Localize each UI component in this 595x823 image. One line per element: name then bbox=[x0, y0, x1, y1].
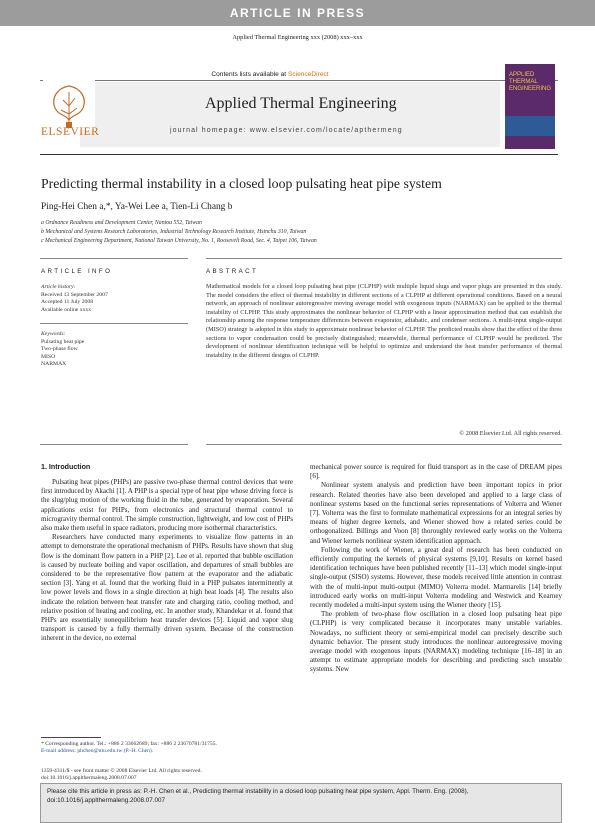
paragraph: Researchers have conducted many experiments to visualize flow patterns in an attempt to demonstrate the operational mechanism of PHPs. Results have shown that slug flow is the dominant flow pattern in a PHP [2]. Lee et al. reported that bubble oscillation is caused by nucleate boiling and vapor oscillation, and departures of small bubbles are considered to be the representative flow pattern at the evaporator and the adiabatic section [3]. Yang et al. found that the working fluid in a PHP pulsates intermittently at low power levels and flows in a single direction at high heat loads [4]. The results also indicate the relation between heat transfer rate and charging ratio, cooling method, and relative position of heating and cooling, etc. In another study, Khandekar et al. found that PHPs are essentially nonequilibrium heat transfer devices [5]. Liquid and vapor slug transport is caused by a fully thermally driven system. Because of the construction inherent in the device, no external bbox=[41, 533, 293, 643]
keyword-item: Pulsating heat pipe bbox=[41, 338, 85, 345]
abstract-end-rule bbox=[206, 444, 562, 445]
header-bottom-rule bbox=[40, 154, 558, 155]
keyword-item: MISO bbox=[41, 353, 56, 360]
journal-cover-image bbox=[505, 64, 555, 149]
affiliation-a: a Ordnance Readiness and Development Center, Nantou 552, Taiwan bbox=[41, 220, 202, 226]
journal-homepage[interactable]: journal homepage: www.elsevier.com/locate/apthermeng bbox=[170, 127, 403, 134]
info-end-rule bbox=[40, 444, 188, 445]
abstract-rule bbox=[206, 258, 562, 259]
section-heading-introduction: 1. Introduction bbox=[41, 463, 91, 471]
affiliation-b: b Mechanical and Systems Research Laboratories, Industrial Technology Research Institute, Hsinchu 310, Taiwan bbox=[41, 229, 307, 235]
elsevier-wordmark: ELSEVIER bbox=[41, 126, 100, 138]
doi-line[interactable]: doi:10.1016/j.applthermaleng.2008.07.007 bbox=[41, 775, 137, 781]
affiliation-c: c Mechanical Engineering Department, National Taiwan University, No. 1, Roosevelt Road, Sec. 4, Taipei 106, Taiwan bbox=[41, 238, 317, 244]
paragraph: mechanical power source is required for fluid transport as in the case of DREAM pipes [6]. bbox=[310, 463, 562, 481]
paragraph: The problem of two-phase flow oscillation in a closed loop pulsating heat pipe (CLPHP) is very complicated because it incorporates many unstable variables. Nowadays, no sufficient theory or semi-empirical model can precisely describe such dynamic behavior. The present study introduces the nonlinear autoregressive moving average model with exogenous inputs (NARMAX) modeling technique [16–18] in an attempt to estimate appropriate models for describing and predicting such unstable systems. New bbox=[310, 610, 562, 674]
elsevier-tree-logo bbox=[43, 80, 95, 130]
history-online: Available online xxxx bbox=[41, 306, 92, 313]
author-list: Ping-Hei Chen a,*, Ya-Wei Lee a, Tien-Li Chang b bbox=[41, 202, 233, 212]
left-column bbox=[41, 478, 293, 644]
keywords-rule bbox=[40, 323, 188, 324]
issn-line: 1359-4311/$ - see front matter © 2008 Elsevier Ltd. All rights reserved. bbox=[41, 768, 202, 774]
paragraph: Nonlinear system analysis and prediction have been important topics in prior research. Related theories have also been developed and applied to a large class of nonlinear systems based on the functional series representations of Volterra and Wiener [7]. Volterra was the first to formulate mathematical expressions for an integral series by means of higher degree kernels, and Wiener showed how a related series could be orthogonalized. Billings and Voon [8] thoroughly reviewed early works on the Volterra and Wiener kernels nonlinear system identification approach. bbox=[310, 481, 562, 545]
contents-prefix: Contents lists available at bbox=[211, 71, 288, 78]
abstract-heading: ABSTRACT bbox=[206, 268, 259, 275]
cover-title: APPLIED THERMAL ENGINEERING bbox=[509, 72, 552, 92]
email-address[interactable]: E-mail address: phchen@ntu.edu.tw (P.-H. Chen). bbox=[41, 748, 154, 754]
corresponding-author: * Corresponding author. Tel.: +886 2 33662689; fax: +886 2 23670781/31755. bbox=[41, 741, 217, 747]
article-title: Predicting thermal instability in a closed loop pulsating heat pipe system bbox=[41, 176, 442, 191]
article-info-rule bbox=[40, 258, 188, 259]
copyright: © 2008 Elsevier Ltd. All rights reserved. bbox=[459, 430, 562, 437]
citation-notice-box: Please cite this article in press as: P.-H. Chen et al., Predicting thermal instability in a closed loop pulsating heat pipe system, Appl. Therm. Eng. (2008), doi:10.1016/j.applthermaleng.2008.07.007 bbox=[40, 783, 562, 823]
sciencedirect-link[interactable]: ScienceDirect bbox=[287, 71, 329, 78]
history-accepted: Accepted 11 July 2008 bbox=[41, 299, 94, 306]
history-label: Article history: bbox=[41, 284, 76, 290]
journal-header-box bbox=[80, 82, 500, 147]
article-info-heading: ARTICLE INFO bbox=[41, 268, 113, 275]
contents-line bbox=[40, 71, 500, 78]
abstract-text: Mathematical models for a closed loop pulsating heat pipe (CLPHP) with multiple liquid slugs and vapor plugs are presented in this study. The model considers the effect of thermal instability in different sections of a CLPHP at different operational conditions. Based on a neural network, an approach of nonlinear autoregressive moving average model with exogenous inputs (NARMAX) can be applied to the thermal instability of CLPHP. This study approximates the nonlinear behavior of CLPHP with a linear approximation method that can establish the relationship among the response temperature differences between evaporator, adiabatic, and condenser sections. A multi-input single-output (MISO) strategy is adopted in this study to approximate nonlinear behavior of CLPHP. The predicted results show that the effect of the three sections to vapor condensation could be precisely distinguished; meanwhile, thermal performance of CLPHP would be predicted. The development of nonlinear identification technique will be helpful to optimize and understand the heat transfer performance of thermal instability in the different designs of CLPHP. bbox=[206, 283, 562, 359]
keyword-item: Two-phase flow bbox=[41, 346, 78, 353]
issn-doi bbox=[41, 768, 202, 782]
paragraph: Pulsating heat pipes (PHPs) are passive two-phase thermal control devices that were first introduced by Akachi [1]. A PHP is a special type of heat pipe whose driving force is the slug/plug motion of the working fluid in the tube, generated by evaporation. Several applications exist for PHPs, from electronics and structural thermal control to microgravity thermal control. The simple construction, lightweight, and low cost of PHPs also make them useful in space radiators, producing more isothermal characteristics. bbox=[41, 478, 293, 533]
article-in-press-banner: ARTICLE IN PRESS bbox=[0, 0, 595, 26]
keywords-label: Keywords: bbox=[41, 331, 66, 337]
right-column bbox=[310, 463, 562, 675]
footnote bbox=[41, 741, 217, 755]
paragraph: Following the work of Wiener, a great deal of research has been conducted on efficiently computing the kernels of physical systems [9,10]. Results on kernel based identification techniques have been published recently [11–13] which model single-input single-output (SISO) systems. However, these models received little attention in contrast with the of multi-input multi-output (MIMO) Volterra model. Marmarelis [14] briefly introduced early works on multi-input Volterra modeling and Westwick and Kearney recently modeled a multi-input system using the Wiener theory [15]. bbox=[310, 545, 562, 610]
header-top-rule bbox=[40, 80, 558, 81]
citation-line: Applied Thermal Engineering xxx (2008) xxx–xxx bbox=[232, 34, 363, 41]
keyword-item: NARMAX bbox=[41, 361, 67, 368]
footnote-rule bbox=[41, 737, 101, 738]
cover-band bbox=[505, 116, 555, 136]
keywords bbox=[41, 331, 84, 369]
journal-title[interactable]: Applied Thermal Engineering bbox=[205, 95, 397, 112]
article-history bbox=[41, 284, 108, 314]
history-received: Received 13 September 2007 bbox=[41, 291, 108, 298]
